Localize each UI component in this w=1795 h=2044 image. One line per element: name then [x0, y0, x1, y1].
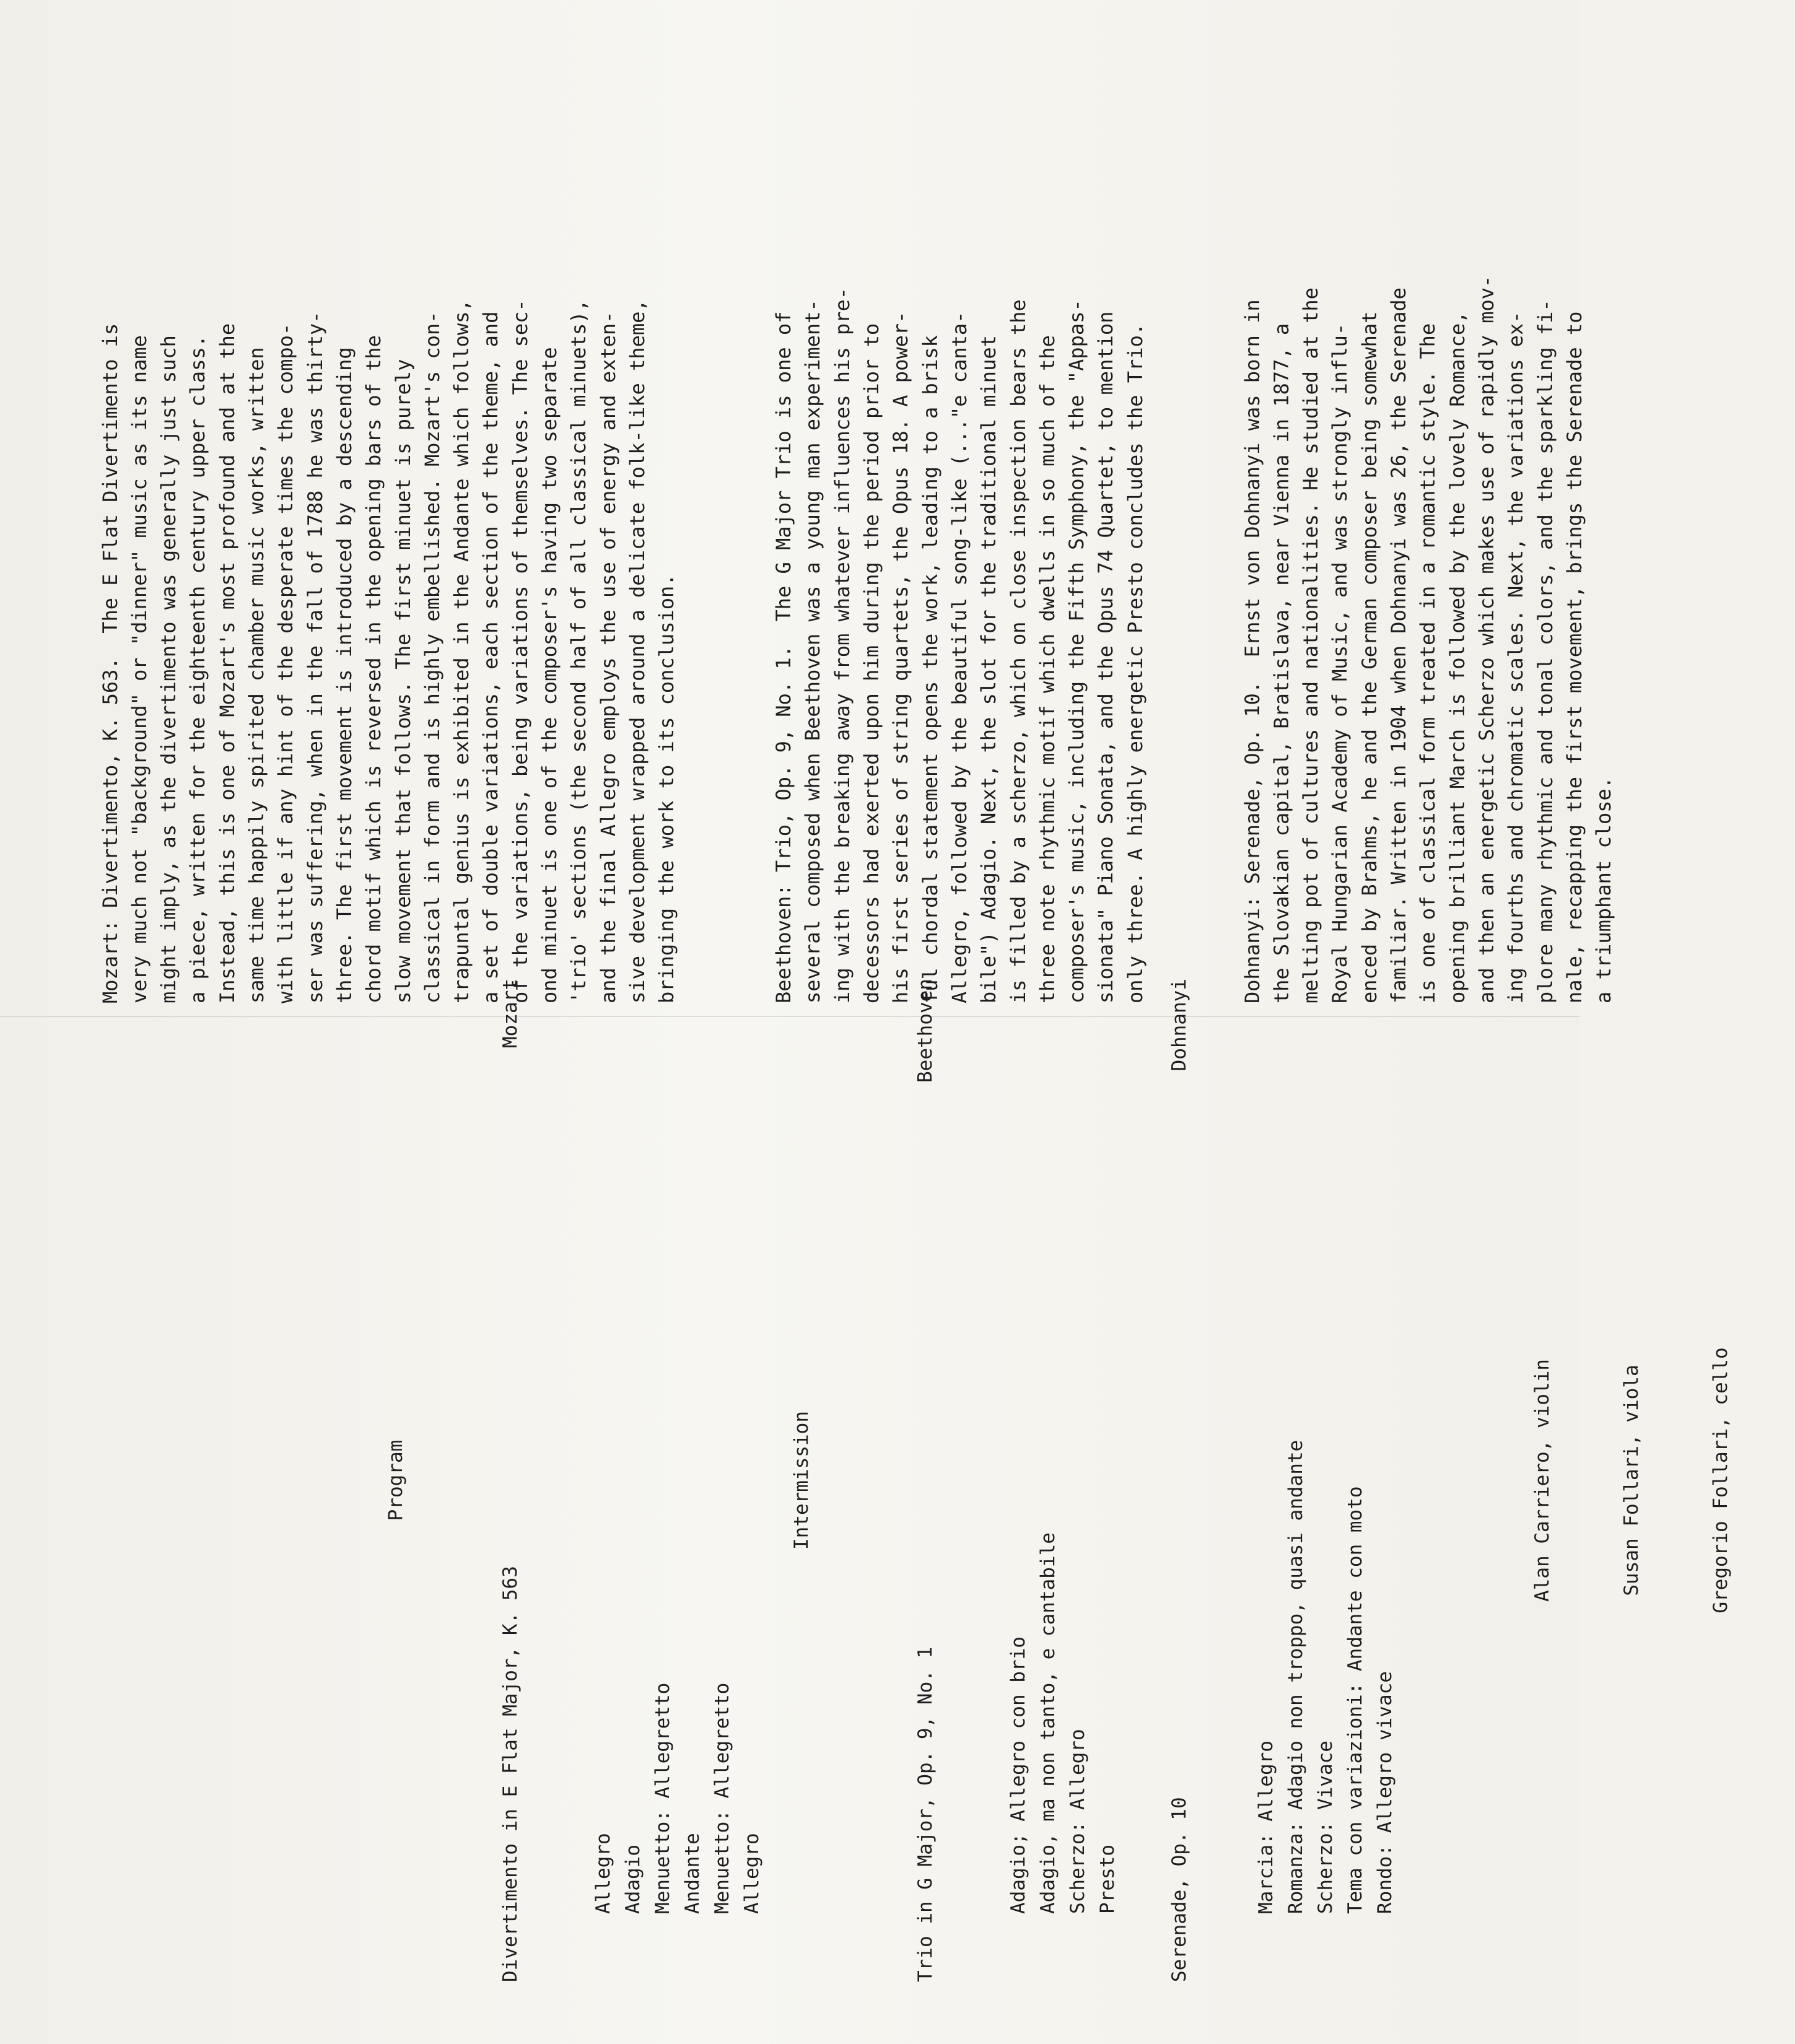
movement-item: Andante	[681, 1833, 704, 1914]
movement-item: Scherzo: Allegro	[1067, 1729, 1089, 1914]
note-line: is one of classical form treated in a romantic style. The	[1416, 323, 1440, 1003]
movements-mozart	[588, 1683, 767, 1914]
composer-mozart: Mozart	[499, 979, 522, 1048]
movement-item: Romanza: Adagio non troppo, quasi andante	[1285, 1439, 1307, 1914]
note-line: with little if any hint of the desperate times the compo-	[274, 323, 298, 1003]
composer-beethoven: Beethoven	[914, 979, 937, 1083]
note-line: sionata" Piano Sonata, and the Opus 74 Quartet, to mention	[1094, 311, 1118, 1003]
note-line: several composed when Beethoven was a young man experiment-	[801, 299, 825, 1003]
intermission-label: Intermission	[790, 1411, 813, 1550]
note-line: ing with the breaking away from whatever influences his pre-	[830, 287, 854, 1003]
note-line: Mozart: Divertimento, K. 563. The E Flat Divertimento is	[98, 323, 122, 1003]
note-line: decessors had exerted upon him during the period prior to	[860, 323, 884, 1003]
note-line: enced by Brahms, he and the German composer being somewhat	[1357, 311, 1381, 1003]
note-line: a triumphant close.	[1592, 776, 1616, 1003]
movement-item: Allegro	[592, 1833, 614, 1914]
notes-dohnanyi	[1238, 0, 1619, 1003]
note-line: Dohnanyi: Serenade, Op. 10. Ernst von Dohnanyi was born in	[1240, 299, 1264, 1003]
movement-item: Adagio	[622, 1845, 644, 1914]
note-line: melting pot of cultures and nationalities. He studied at the	[1299, 287, 1323, 1003]
note-line: Allegro, followed by the beautiful song-like (..."e canta-	[947, 311, 971, 1003]
note-line: 'trio' sections (the second half of all classical minuets),	[567, 299, 591, 1003]
note-line: a set of double variations, each section of the theme, and	[479, 311, 503, 1003]
note-line: composer's music, including the Fifth Symphony, the "Appas-	[1065, 299, 1089, 1003]
note-line: ond minuet is one of the composer's having two separate	[538, 347, 562, 1003]
movement-item: Marcia: Allegro	[1255, 1740, 1277, 1914]
note-line: bile") Adagio. Next, the slot for the traditional minuet	[977, 335, 1001, 1003]
movement-item: Menuetto: Allegretto	[652, 1682, 674, 1914]
note-line: three. The first movement is introduced by a descending	[332, 347, 356, 1003]
movement-item: Adagio, ma non tanto, e cantabile	[1037, 1532, 1059, 1914]
program-heading: Program	[385, 1439, 407, 1521]
work-title-mozart: Divertimento in E Flat Major, K. 563	[499, 1566, 522, 1982]
note-line: ful chordal statement opens the work, leading to a brisk	[918, 335, 942, 1003]
movement-item: Tema con variazioni: Andante con moto	[1344, 1486, 1366, 1914]
note-line: might imply, as the divertimento was generally just such	[157, 335, 181, 1003]
note-line: the Slovakian capital, Bratislava, near Vienna in 1877, a	[1269, 323, 1293, 1003]
movements-beethoven	[1003, 1532, 1122, 1914]
note-line: ser was suffering, when in the fall of 1788 he was thirty-	[303, 311, 327, 1003]
work-title-beethoven: Trio in G Major, Op. 9, No. 1	[914, 1646, 937, 1982]
movements-dohnanyi	[1251, 1440, 1400, 1914]
note-line: bringing the work to its conclusion.	[655, 574, 679, 1003]
composer-dohnanyi: Dohnanyi	[1168, 979, 1190, 1072]
performer-cello: Gregorio Follari, cello	[1710, 1347, 1732, 1614]
movement-item: Presto	[1096, 1845, 1119, 1914]
note-line: Instead, this is one of Mozart's most profound and at the	[215, 323, 239, 1003]
program-listing	[235, 979, 1732, 1982]
note-line: three note rhythmic motif which dwells in so much of the	[1035, 335, 1059, 1003]
program-notes	[37, 0, 1616, 1003]
movement-item: Rondo: Allegro vivace	[1374, 1671, 1396, 1914]
note-line: nale, recapping the first movement, brings the Serenade to	[1562, 311, 1586, 1003]
note-line: plore many rhythmic and tonal colors, and the sparkling fi-	[1533, 299, 1557, 1003]
note-line: trapuntal genius is exhibited in the Andante which follows,	[450, 299, 474, 1003]
note-line: and then an energetic Scherzo which makes use of rapidly mov-	[1474, 275, 1498, 1003]
work-title-dohnanyi: Serenade, Op. 10	[1168, 1797, 1190, 1982]
movement-item: Scherzo: Vivace	[1314, 1740, 1337, 1914]
note-line: of the variations, being variations of themselves. The sec-	[508, 299, 532, 1003]
performer-violin: Alan Carriero, violin	[1531, 1359, 1553, 1602]
note-line: and the final Allegro employs the use of energy and exten-	[596, 311, 620, 1003]
note-line: opening brilliant March is followed by the lovely Romance,	[1445, 311, 1469, 1003]
performers	[1468, 979, 1795, 1982]
notes-beethoven	[769, 0, 1150, 1003]
note-line: a piece, written for the eighteenth century upper class.	[186, 335, 210, 1003]
note-line: same time happily spirited chamber music works, written	[245, 347, 269, 1003]
note-line: familiar. Written in 1904 when Dohnanyi was 26, the Serenade	[1387, 287, 1411, 1003]
note-line: chord motif which is reversed in the opening bars of the	[362, 335, 386, 1003]
note-line: ing fourths and chromatic scales. Next, the variations ex-	[1504, 311, 1528, 1003]
note-line: slow movement that follows. The first minuet is purely	[391, 359, 415, 1003]
movement-item: Menuetto: Allegretto	[711, 1682, 733, 1914]
movement-item: Adagio; Allegro con brio	[1007, 1636, 1029, 1914]
note-line: classical in form and is highly embellished. Mozart's con-	[420, 311, 444, 1003]
note-line: only three. A highly energetic Presto concludes the Trio.	[1123, 323, 1147, 1003]
note-line: is filled by a scherzo, which on close inspection bears the	[1006, 299, 1030, 1003]
note-line: Beethoven: Trio, Op. 9, No. 1. The G Major Trio is one of	[772, 311, 796, 1003]
note-line: very much not "background" or "dinner" music as its name	[127, 335, 151, 1003]
notes-mozart	[96, 0, 682, 1003]
note-line: his first series of string quartets, the Opus 18. A power-	[889, 311, 913, 1003]
note-line: Royal Hungarian Academy of Music, and was strongly influ-	[1328, 323, 1352, 1003]
movement-item: Allegro	[741, 1833, 763, 1914]
performer-viola: Susan Follari, viola	[1620, 1365, 1643, 1596]
note-line: sive development wrapped around a delicate folk-like theme,	[625, 299, 649, 1003]
